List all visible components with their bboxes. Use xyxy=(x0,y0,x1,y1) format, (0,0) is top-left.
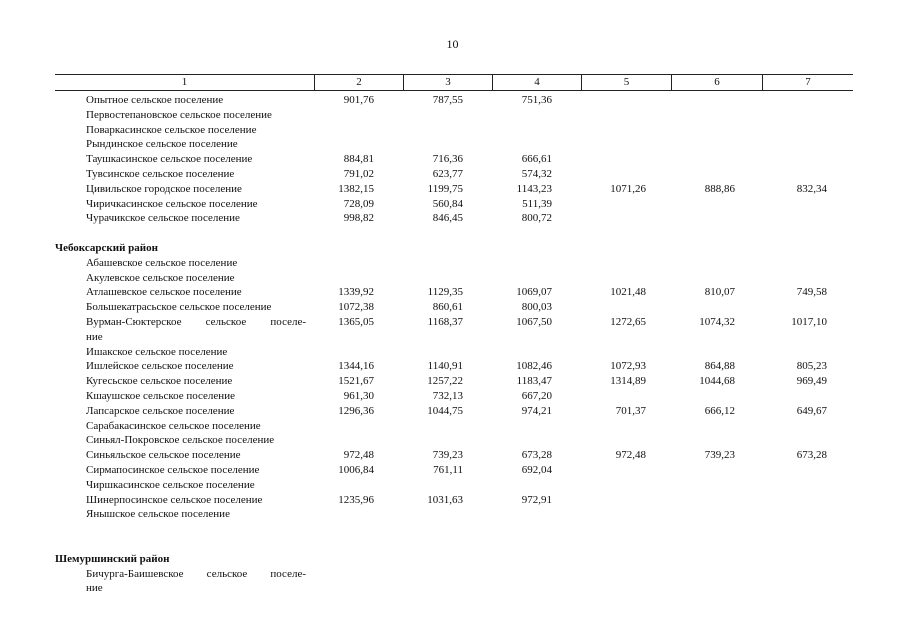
value-col-3: 761,11 xyxy=(433,463,463,476)
value-col-5: 972,48 xyxy=(615,449,646,462)
header-col-5: 5 xyxy=(581,75,671,90)
value-col-3: 732,13 xyxy=(432,389,463,402)
value-col-7: 649,67 xyxy=(796,404,827,417)
settlement-name: Лапсарское сельское поселение xyxy=(86,404,235,417)
value-col-4: 666,61 xyxy=(521,153,552,166)
settlement-name: Кшаушское сельское поселение xyxy=(86,389,235,402)
table-row xyxy=(0,345,905,360)
value-col-2: 1296,36 xyxy=(338,404,374,417)
value-col-3: 1031,63 xyxy=(427,493,463,506)
settlement-name: Атлашевское сельское поселение xyxy=(86,286,242,299)
table-row xyxy=(0,197,905,212)
table-row xyxy=(0,256,905,271)
settlement-name: Опытное сельское поселение xyxy=(86,94,224,106)
table-row xyxy=(0,507,905,522)
settlement-name: Поваркасинское сельское поселение xyxy=(86,123,257,136)
table-row xyxy=(0,93,905,108)
section-heading: Шемуршинский район xyxy=(55,552,170,565)
value-col-5: 1314,89 xyxy=(610,375,646,388)
value-col-7: 749,58 xyxy=(796,286,827,299)
value-col-6: 810,07 xyxy=(704,286,735,299)
table-row xyxy=(0,123,905,138)
settlement-name: Кугесьское сельское поселение xyxy=(86,375,233,388)
table-header-row xyxy=(55,75,853,90)
value-col-2: 728,09 xyxy=(343,197,374,210)
table-header-bottom-rule xyxy=(55,90,853,91)
value-col-2: 972,48 xyxy=(343,449,374,462)
value-col-7: 805,23 xyxy=(796,360,827,373)
table-row xyxy=(0,359,905,374)
value-col-7: 673,28 xyxy=(796,449,827,462)
value-col-3: 1257,22 xyxy=(427,375,463,388)
table-row xyxy=(0,567,905,582)
value-col-6: 1044,68 xyxy=(699,375,735,388)
value-col-4: 751,36 xyxy=(521,94,552,106)
blank-row xyxy=(0,226,905,241)
value-col-2: 1072,38 xyxy=(338,301,374,314)
value-col-4: 972,91 xyxy=(521,493,552,506)
table-body xyxy=(0,93,905,596)
table-row xyxy=(0,137,905,152)
settlement-name: Первостепановское сельское поселение xyxy=(86,108,272,121)
table-row xyxy=(0,419,905,434)
value-col-4: 1183,47 xyxy=(516,375,552,388)
value-col-3: 860,61 xyxy=(432,301,463,314)
value-col-2: 998,82 xyxy=(343,212,374,225)
value-col-2: 1339,92 xyxy=(338,286,374,299)
value-col-3: 560,84 xyxy=(432,197,463,210)
settlement-name: Синьяльское сельское поселение xyxy=(86,449,241,462)
table-row xyxy=(0,271,905,286)
header-col-6: 6 xyxy=(671,75,762,90)
value-col-3: 623,77 xyxy=(432,167,463,180)
settlement-name: ние xyxy=(86,330,103,343)
value-col-2: 1365,05 xyxy=(338,315,374,328)
value-col-4: 1069,07 xyxy=(516,286,552,299)
value-col-2: 1344,16 xyxy=(338,360,374,373)
settlement-name: Чурачикское сельское поселение xyxy=(86,212,240,225)
table-row xyxy=(0,374,905,389)
settlement-name: Шинерпосинское сельское поселение xyxy=(86,493,263,506)
table-row xyxy=(0,478,905,493)
value-col-4: 511,39 xyxy=(522,197,552,210)
settlement-name: ние xyxy=(86,582,103,595)
value-col-4: 673,28 xyxy=(521,449,552,462)
settlement-name: Ишакское сельское поселение xyxy=(86,345,228,358)
settlement-name: Рындинское сельское поселение xyxy=(86,138,238,151)
table-row xyxy=(0,285,905,300)
blank-row xyxy=(0,522,905,537)
value-col-3: 787,55 xyxy=(432,94,463,106)
value-col-6: 888,86 xyxy=(704,182,735,195)
table-row xyxy=(0,315,905,330)
table-row xyxy=(0,330,905,345)
settlement-name: Сарабакасинское сельское поселение xyxy=(86,419,261,432)
value-col-2: 901,76 xyxy=(343,94,374,106)
table-row xyxy=(0,167,905,182)
value-col-2: 791,02 xyxy=(343,167,374,180)
table-row xyxy=(0,300,905,315)
settlement-name: Синьял-Покровское сельское поселение xyxy=(86,434,275,447)
section-heading: Чебоксарский район xyxy=(55,241,158,254)
table-row xyxy=(0,463,905,478)
value-col-2: 1006,84 xyxy=(338,463,374,476)
value-col-3: 1129,35 xyxy=(427,286,463,299)
table-row xyxy=(0,389,905,404)
page-number: 10 xyxy=(446,37,459,51)
header-col-2: 2 xyxy=(314,75,403,90)
settlement-name: Ишлейское сельское поселение xyxy=(86,360,234,373)
value-col-7: 832,34 xyxy=(796,182,827,195)
value-col-5: 701,37 xyxy=(615,404,646,417)
section-heading-row xyxy=(0,241,905,256)
value-col-2: 1521,67 xyxy=(338,375,374,388)
settlement-name: Янышское сельское поселение xyxy=(86,508,230,521)
value-col-4: 692,04 xyxy=(521,463,552,476)
table-row xyxy=(0,433,905,448)
value-col-2: 1382,15 xyxy=(338,182,374,195)
header-col-3: 3 xyxy=(403,75,492,90)
value-col-4: 667,20 xyxy=(521,389,552,402)
settlement-name: Таушкасинское сельское поселение xyxy=(86,153,253,166)
value-col-2: 884,81 xyxy=(343,153,374,166)
table-row xyxy=(0,493,905,508)
value-col-4: 800,03 xyxy=(521,301,552,314)
table-row xyxy=(0,448,905,463)
value-col-3: 1044,75 xyxy=(427,404,463,417)
value-col-4: 974,21 xyxy=(521,404,552,417)
settlement-name: Чиричкасинское сельское поселение xyxy=(86,197,258,210)
header-col-4: 4 xyxy=(492,75,581,90)
table-row xyxy=(0,581,905,596)
value-col-4: 1067,50 xyxy=(516,315,552,328)
value-col-6: 1074,32 xyxy=(699,315,735,328)
table-row xyxy=(0,182,905,197)
value-col-3: 739,23 xyxy=(432,449,463,462)
value-col-5: 1071,26 xyxy=(610,182,646,195)
value-col-2: 1235,96 xyxy=(338,493,374,506)
settlement-name: Акулевское сельское поселение xyxy=(86,271,235,284)
value-col-3: 1199,75 xyxy=(427,182,463,195)
blank-row xyxy=(0,537,905,552)
value-col-4: 800,72 xyxy=(521,212,552,225)
header-col-1: 1 xyxy=(181,76,188,88)
settlement-name: Бичурга-Баишевское сельское поселе- xyxy=(86,567,306,580)
settlement-name: Чиршкасинское сельское поселение xyxy=(86,478,255,491)
settlement-name: Абашевское сельское поселение xyxy=(86,256,238,269)
value-col-4: 1143,23 xyxy=(516,182,552,195)
table-row xyxy=(0,404,905,419)
value-col-7: 969,49 xyxy=(796,375,827,388)
value-col-6: 864,88 xyxy=(704,360,735,373)
value-col-3: 716,36 xyxy=(432,153,463,166)
value-col-5: 1272,65 xyxy=(610,315,646,328)
settlement-name: Тувсинское сельское поселение xyxy=(86,167,235,180)
header-col-7: 7 xyxy=(762,75,853,90)
value-col-6: 739,23 xyxy=(704,449,735,462)
table-row xyxy=(0,108,905,123)
value-col-5: 1072,93 xyxy=(610,360,646,373)
value-col-4: 574,32 xyxy=(521,167,552,180)
section-heading-row xyxy=(0,552,905,567)
settlement-name: Сирмапосинское сельское поселение xyxy=(86,463,260,476)
settlement-name: Большекатрасьское сельское поселение xyxy=(86,301,272,314)
value-col-2: 961,30 xyxy=(343,389,374,402)
value-col-4: 1082,46 xyxy=(516,360,552,373)
settlement-name: Вурман-Сюктерское сельское поселе- xyxy=(86,315,306,328)
table-row xyxy=(0,152,905,167)
table-row xyxy=(0,211,905,226)
value-col-5: 1021,48 xyxy=(610,286,646,299)
value-col-3: 1168,37 xyxy=(427,315,463,328)
settlement-name: Цивильское городское поселение xyxy=(86,182,242,195)
value-col-3: 1140,91 xyxy=(427,360,463,373)
value-col-6: 666,12 xyxy=(704,404,735,417)
value-col-7: 1017,10 xyxy=(791,315,827,328)
value-col-3: 846,45 xyxy=(432,212,463,225)
